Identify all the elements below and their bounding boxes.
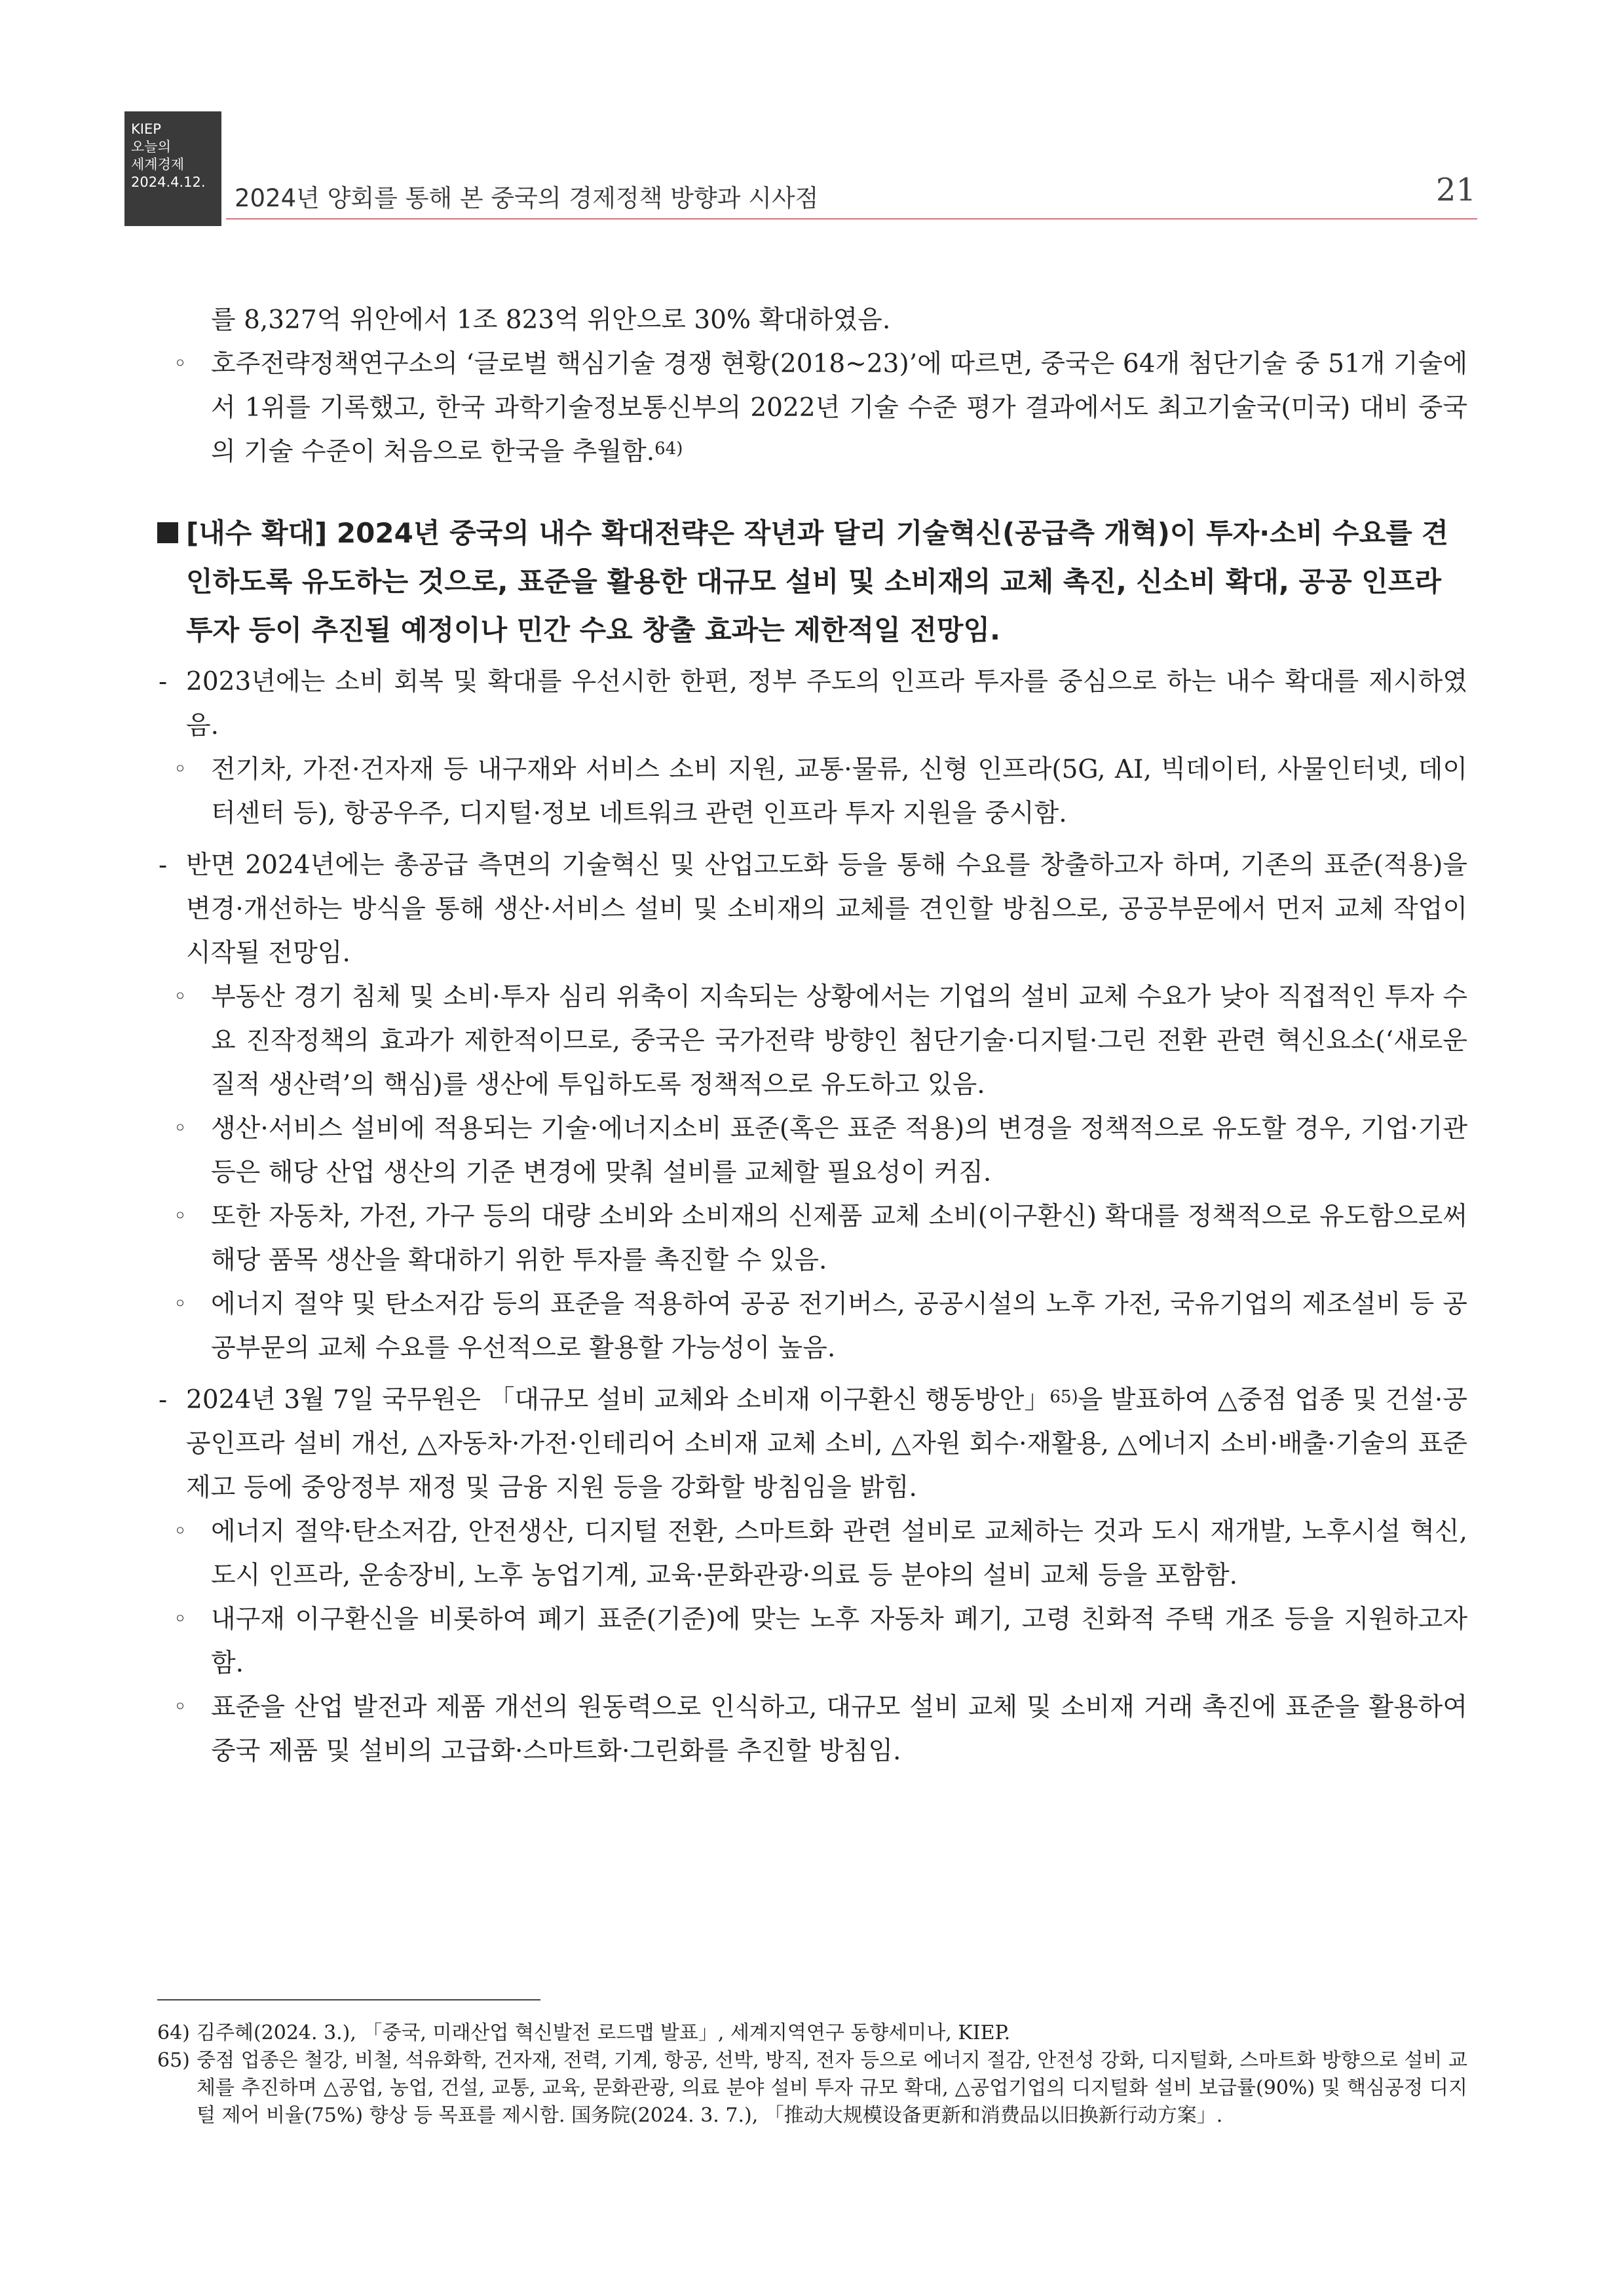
dash-marker: -	[159, 667, 168, 697]
sub-bullet	[157, 748, 1467, 835]
dash-marker: -	[159, 1385, 168, 1415]
circle-bullet-icon: ◦	[174, 1606, 187, 1632]
main-content	[157, 298, 1467, 1773]
circle-bullet-icon: ◦	[174, 1694, 187, 1720]
sub-bullet	[157, 1107, 1467, 1195]
circle-bullet-icon: ◦	[174, 1518, 187, 1544]
circle-bullet-icon: ◦	[174, 1291, 187, 1317]
footnote	[157, 2047, 1467, 2130]
footnote-ref: 64)	[654, 439, 683, 459]
page-number: 21	[1435, 172, 1476, 208]
sub-bullet-text: 내구재 이구환신을 비롯하여 폐기 표준(기준)에 맞는 노후 자동차 폐기, 고령 친화적 주택 개조 등을 지원하고자 함.	[211, 1605, 1467, 1678]
badge-line: 세계경제	[131, 157, 185, 172]
circle-bullet-icon: ◦	[174, 351, 187, 377]
footnote-text: 김주혜(2024. 3.), 「중국, 미래산업 혁신발전 로드맵 발표」, 세계지역연구 동향세미나, KIEP.	[197, 2021, 1011, 2044]
sub-bullet	[157, 975, 1467, 1107]
footnote-divider	[157, 1999, 540, 2000]
sub-bullet	[157, 1195, 1467, 1282]
badge-line: 2024.4.12.	[131, 174, 206, 190]
dash-item	[157, 1378, 1467, 1510]
badge-line: 오늘의	[131, 139, 171, 155]
footnotes	[157, 2019, 1467, 2130]
sub-bullet	[157, 1282, 1467, 1370]
sub-bullet	[157, 342, 1467, 474]
dash-item	[157, 843, 1467, 975]
circle-bullet-icon: ◦	[174, 756, 187, 782]
badge-line: KIEP	[131, 121, 161, 137]
circle-bullet-icon: ◦	[174, 1115, 187, 1141]
sub-bullet	[157, 1685, 1467, 1773]
section-heading	[157, 509, 1467, 655]
section-heading-text: [내수 확대] 2024년 중국의 내수 확대전략은 작년과 달리 기술혁신(공급측 개혁)이 투자·소비 수요를 견인하도록 유도하는 것으로, 표준을 활용한 대규모 설비 및 소비재의 교체 촉진, 신소비 확대, 공공 인프라 투자 등이 추진될 예정이나 민간 수요 창출 효과는 제한적일 전망임.	[186, 517, 1448, 646]
sub-bullet-text: 에너지 절약·탄소저감, 안전생산, 디지털 전환, 스마트화 관련 설비로 교체하는 것과 도시 재개발, 노후시설 혁신, 도시 인프라, 운송장비, 노후 농업기계, 교육·문화관광·의료 등 분야의 설비 교체 등을 포함함.	[211, 1517, 1467, 1590]
sub-bullet-text: 호주전략정책연구소의 ‘글로벌 핵심기술 경쟁 현황(2018~23)’에 따르면, 중국은 64개 첨단기술 중 51개 기술에서 1위를 기록했고, 한국 과학기술정보통신부의 2022년 기술 수준 평가 결과에서도 최고기술국(미국) 대비 중국의 기술 수준이 처음으로 한국을 추월함.	[211, 349, 1467, 467]
sub-bullet	[157, 1510, 1467, 1598]
report-series-badge	[124, 111, 221, 226]
footnote	[157, 2019, 1467, 2047]
circle-bullet-icon: ◦	[174, 984, 187, 1010]
dash-item-text: 반면 2024년에는 총공급 측면의 기술혁신 및 산업고도화 등을 통해 수요를 창출하고자 하며, 기존의 표준(적용)을 변경·개선하는 방식을 통해 생산·서비스 설비 및 소비재의 교체를 견인할 방침으로, 공공부문에서 먼저 교체 작업이 시작될 전망임.	[186, 851, 1467, 968]
sub-bullet-text: 표준을 산업 발전과 제품 개선의 원동력으로 인식하고, 대규모 설비 교체 및 소비재 거래 촉진에 표준을 활용하여 중국 제품 및 설비의 고급화·스마트화·그린화를 추진할 방침임.	[211, 1693, 1467, 1766]
sub-bullet-text: 에너지 절약 및 탄소저감 등의 표준을 적용하여 공공 전기버스, 공공시설의 노후 가전, 국유기업의 제조설비 등 공공부문의 교체 수요를 우선적으로 활용할 가능성이 높음.	[211, 1290, 1467, 1363]
footnote-text: 중점 업종은 철강, 비철, 석유화학, 건자재, 전력, 기계, 항공, 선박, 방직, 전자 등으로 에너지 절감, 안전성 강화, 디지털화, 스마트화 방향으로 설비 교체를 추진하며 △공업, 농업, 건설, 교통, 교육, 문화관광, 의료 분야 설비 투자 규모 확대, △공업기업의 디지털화 설비 보급률(90%) 및 핵심공정 디지털 제어 비율(75%) 향상 등 목표를 제시함. 国务院(2024. 3. 7.), 「推动大规模设备更新和消费品以旧换新行动方案」.	[197, 2049, 1467, 2127]
paragraph-continuation: 를 8,327억 위안에서 1조 823억 위안으로 30% 확대하였음.	[211, 305, 891, 335]
dash-item	[157, 660, 1467, 748]
circle-bullet-icon: ◦	[174, 1203, 187, 1229]
dash-item-text-cont: 을 발표하여 △중점 업종 및 건설·공공인프라 설비 개선, △자동차·가전·인테리어 소비재 교체 소비, △자원 회수·재활용, △에너지 소비·배출·기술의 표준 제고 등에 중앙정부 재정 및 금융 지원 등을 강화할 방침임을 밝힘.	[186, 1385, 1467, 1502]
footnote-ref: 65)	[1049, 1387, 1078, 1407]
dash-marker: -	[159, 851, 168, 880]
footnote-number: 65)	[157, 2049, 190, 2072]
dash-item-text: 2024년 3월 7일 국무원은 「대규모 설비 교체와 소비재 이구환신 행동방안」	[186, 1385, 1050, 1415]
sub-bullet-text: 또한 자동차, 가전, 가구 등의 대량 소비와 소비재의 신제품 교체 소비(이구환신) 확대를 정책적으로 유도함으로써 해당 품목 생산을 확대하기 위한 투자를 촉진할 수 있음.	[211, 1202, 1467, 1275]
sub-bullet-text: 생산·서비스 설비에 적용되는 기술·에너지소비 표준(혹은 표준 적용)의 변경을 정책적으로 유도할 경우, 기업·기관 등은 해당 산업 생산의 기준 변경에 맞춰 설비를 교체할 필요성이 커짐.	[211, 1114, 1467, 1187]
header-divider	[226, 218, 1477, 220]
sub-bullet	[157, 1598, 1467, 1685]
dash-item-text: 2023년에는 소비 회복 및 확대를 우선시한 한편, 정부 주도의 인프라 투자를 중심으로 하는 내수 확대를 제시하였음.	[186, 667, 1467, 740]
running-header-title: 2024년 양회를 통해 본 중국의 경제정책 방향과 시사점	[235, 184, 819, 212]
sub-bullet-text: 전기차, 가전·건자재 등 내구재와 서비스 소비 지원, 교통·물류, 신형 인프라(5G, AI, 빅데이터, 사물인터넷, 데이터센터 등), 항공우주, 디지털·정보 네트워크 관련 인프라 투자 지원을 중시함.	[211, 755, 1467, 828]
sub-bullet-text: 부동산 경기 침체 및 소비·투자 심리 위축이 지속되는 상황에서는 기업의 설비 교체 수요가 낮아 직접적인 투자 수요 진작정책의 효과가 제한적이므로, 중국은 국가전략 방향인 첨단기술·디지털·그린 전환 관련 혁신요소(‘새로운 질적 생산력’의 핵심)를 생산에 투입하도록 정책적으로 유도하고 있음.	[211, 982, 1467, 1100]
square-bullet-icon	[157, 522, 178, 543]
footnote-number: 64)	[157, 2021, 190, 2044]
